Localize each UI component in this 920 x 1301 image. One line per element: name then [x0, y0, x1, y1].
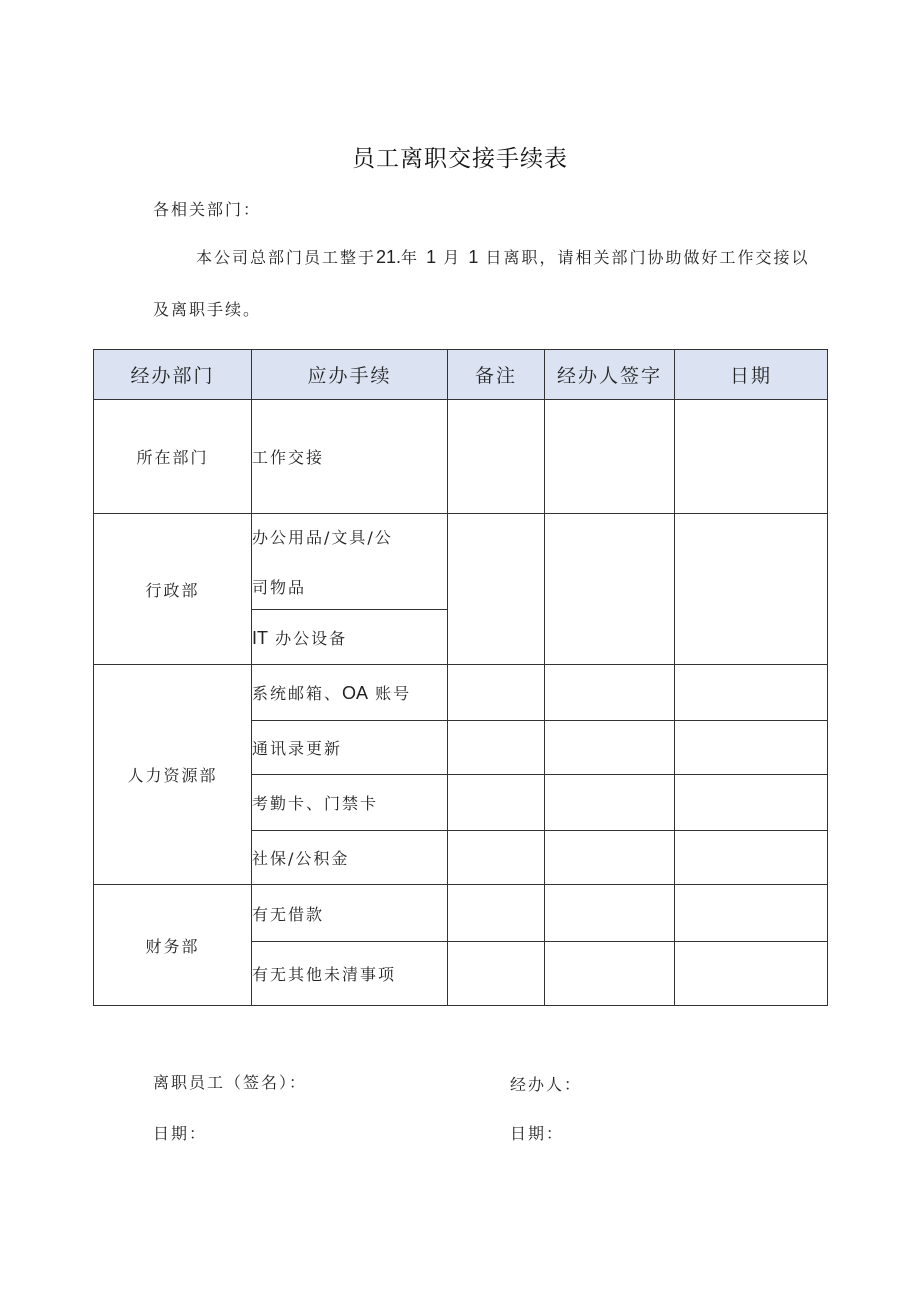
- remarks-cell[interactable]: [448, 885, 545, 942]
- notice-text-3: 月: [443, 248, 462, 267]
- table-row: [94, 400, 828, 514]
- task-contacts: 通讯录更新: [252, 721, 448, 775]
- header-remarks: 备注: [448, 350, 545, 400]
- task-office-supplies-line-1: 办公用品/文具/公: [252, 528, 393, 547]
- task-other: 有无其他未清事项: [252, 942, 448, 1006]
- table-row: [94, 665, 828, 721]
- signature-cell[interactable]: [545, 942, 675, 1006]
- signature-cell[interactable]: [545, 400, 675, 514]
- header-procedure: 应办手续: [252, 350, 448, 400]
- task-office-supplies: [252, 514, 448, 610]
- signature-cell[interactable]: [545, 831, 675, 885]
- handler-label: 经办人：: [510, 1075, 583, 1094]
- notice-text-2: 年: [401, 248, 420, 267]
- dept-finance: 财务部: [94, 885, 252, 1006]
- date-cell[interactable]: [675, 721, 828, 775]
- task-it-suffix: 办公设备: [275, 628, 348, 648]
- task-work-handover: 工作交接: [252, 400, 448, 514]
- page-title: 员工离职交接手续表: [352, 146, 568, 172]
- header-date: 日期: [675, 350, 828, 400]
- dept-admin: 行政部: [94, 514, 252, 665]
- notice-month: 1: [426, 247, 437, 267]
- task-loan: 有无借款: [252, 885, 448, 942]
- date-cell[interactable]: [675, 400, 828, 514]
- dept-hr: 人力资源部: [94, 665, 252, 885]
- date-cell[interactable]: [675, 514, 828, 665]
- task-it-equipment: [252, 610, 448, 665]
- header-dept: 经办部门: [94, 350, 252, 400]
- remarks-cell[interactable]: [448, 831, 545, 885]
- date-cell[interactable]: [675, 831, 828, 885]
- dept-current: 所在部门: [94, 400, 252, 514]
- notice-day: 1: [468, 247, 479, 267]
- task-office-supplies-line-2: 司物品: [252, 578, 307, 597]
- task-attendance: 考勤卡、门禁卡: [252, 775, 448, 831]
- signature-cell[interactable]: [545, 775, 675, 831]
- signature-cell[interactable]: [545, 665, 675, 721]
- table-header-row: [94, 350, 828, 400]
- date-cell[interactable]: [675, 942, 828, 1006]
- remarks-cell[interactable]: [448, 942, 545, 1006]
- handover-table: [93, 349, 828, 1006]
- remarks-cell[interactable]: [448, 775, 545, 831]
- task-email-prefix: 系统邮箱、: [252, 684, 343, 703]
- handler-date-label: 日期：: [510, 1124, 565, 1143]
- salutation: 各相关部门：: [153, 200, 262, 219]
- notice-line-1: [196, 245, 810, 268]
- signature-cell[interactable]: [545, 721, 675, 775]
- table-row: [94, 514, 828, 610]
- table-row: [94, 885, 828, 942]
- notice-text-4: 日离职，请相关部门协助做好工作交接以: [485, 248, 810, 267]
- employee-date-label: 日期：: [153, 1124, 208, 1143]
- task-email-suffix: 账号: [375, 684, 412, 703]
- remarks-cell[interactable]: [448, 665, 545, 721]
- header-signature: 经办人签字: [545, 350, 675, 400]
- task-email-oa: [252, 665, 448, 721]
- notice-text-1: 本公司总部门员工整于: [196, 248, 377, 267]
- date-cell[interactable]: [675, 665, 828, 721]
- task-social: 社保/公积金: [252, 831, 448, 885]
- notice-line-2: 及离职手续。: [153, 300, 262, 319]
- notice-year: 21.: [376, 247, 402, 267]
- date-cell[interactable]: [675, 885, 828, 942]
- date-cell[interactable]: [675, 775, 828, 831]
- task-it-prefix: IT: [252, 627, 268, 648]
- signature-cell[interactable]: [545, 885, 675, 942]
- task-email-oa-text: OA: [342, 683, 369, 703]
- employee-signature-label: 离职员工（签名）：: [153, 1073, 308, 1092]
- remarks-cell[interactable]: [448, 400, 545, 514]
- remarks-cell[interactable]: [448, 514, 545, 665]
- remarks-cell[interactable]: [448, 721, 545, 775]
- signature-cell[interactable]: [545, 514, 675, 665]
